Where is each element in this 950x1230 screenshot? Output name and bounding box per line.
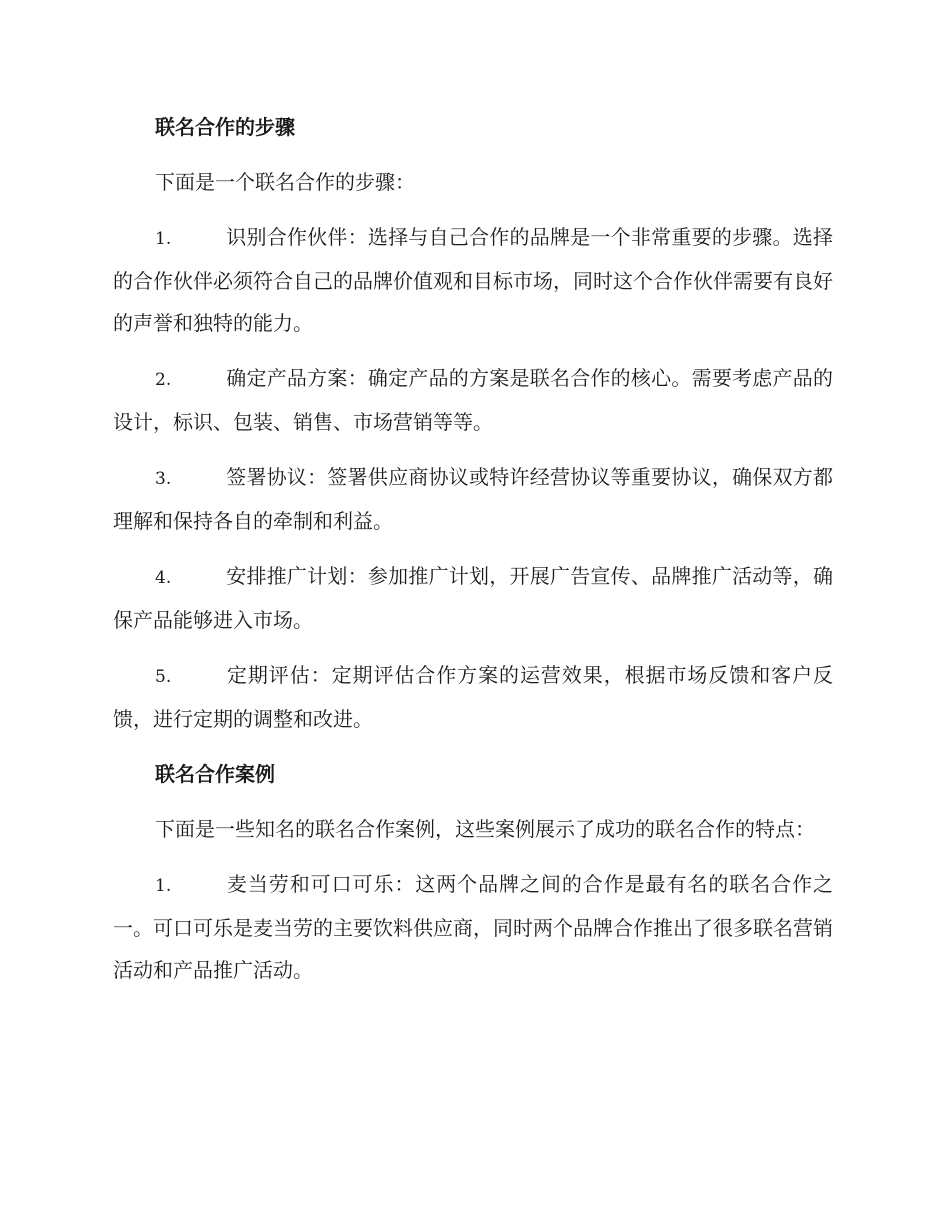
list-item-text: 麦当劳和可口可乐：这两个品牌之间的合作是最有名的联名合作之一。可口可乐是麦当劳的主要饮料供应商，同时两个品牌合作推出了很多联名营销活动和产品推广活动。 <box>113 872 833 982</box>
list-item-number: 5. <box>155 667 172 687</box>
list-item <box>113 654 833 740</box>
list-item <box>113 456 833 542</box>
list-item <box>113 357 833 443</box>
list-item-text: 签署协议：签署供应商协议或特许经营协议等重要协议，确保双方都理解和保持各自的牵制和利益。 <box>113 465 833 533</box>
list-item-number: 3. <box>155 469 172 489</box>
list-item-number: 2. <box>155 370 172 390</box>
list-item-number: 4. <box>155 568 172 588</box>
section-intro-steps: 下面是一个联名合作的步骤： <box>155 170 415 194</box>
list-item-number: 1. <box>155 876 172 896</box>
section-heading-steps: 联名合作的步骤 <box>155 115 295 139</box>
list-item-text: 定期评估：定期评估合作方案的运营效果，根据市场反馈和客户反馈，进行定期的调整和改进。 <box>113 663 833 731</box>
section-intro-cases: 下面是一些知名的联名合作案例，这些案例展示了成功的联名合作的特点： <box>155 817 815 841</box>
list-item-text: 确定产品方案：确定产品的方案是联名合作的核心。需要考虑产品的设计，标识、包装、销售、市场营销等等。 <box>113 366 833 434</box>
document-body <box>113 106 833 1004</box>
list-item-text: 安排推广计划：参加推广计划，开展广告宣传、品牌推广活动等，确保产品能够进入市场。 <box>113 564 833 632</box>
list-item <box>113 216 833 344</box>
section-heading-cases: 联名合作案例 <box>155 762 275 786</box>
list-item <box>113 555 833 641</box>
list-item-number: 1. <box>155 229 172 249</box>
list-item-text: 识别合作伙伴：选择与自己合作的品牌是一个非常重要的步骤。选择的合作伙伴必须符合自己的品牌价值观和目标市场，同时这个合作伙伴需要有良好的声誉和独特的能力。 <box>113 225 833 335</box>
list-item <box>113 863 833 991</box>
